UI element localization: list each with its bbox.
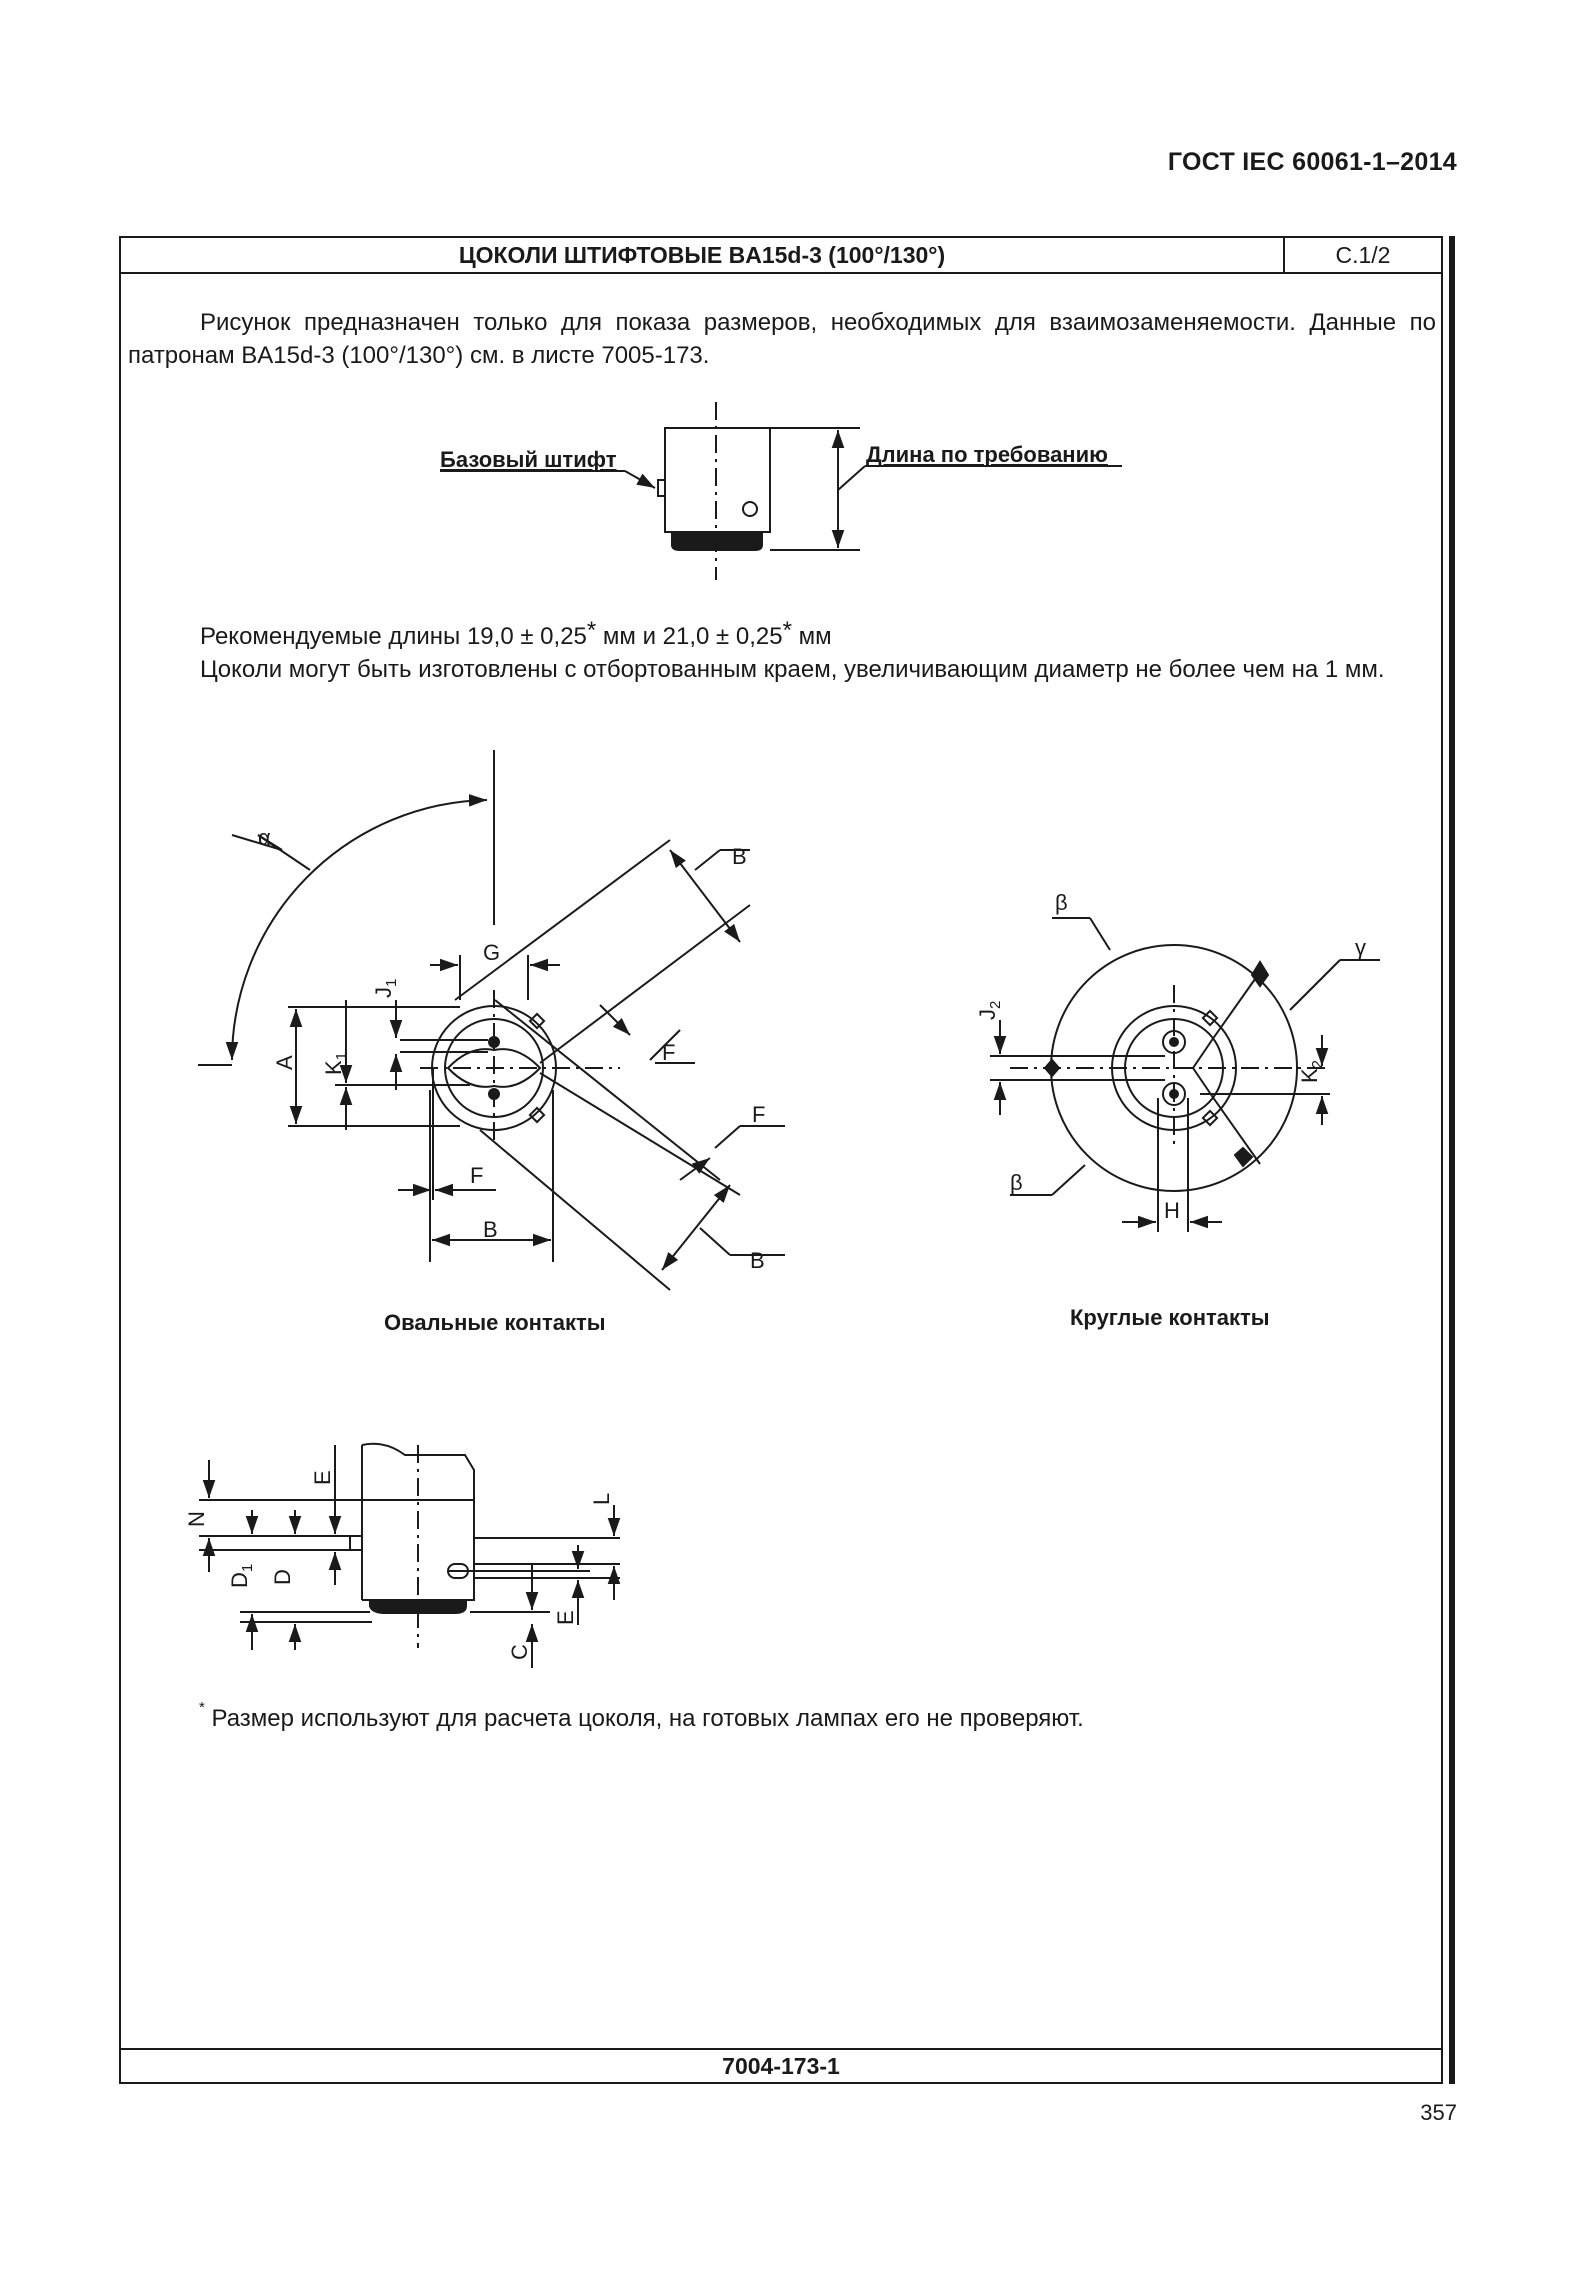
- label-J1-sub: 1: [383, 978, 400, 987]
- label-beta-bottom: β: [1010, 1170, 1023, 1195]
- label-C: C: [507, 1644, 532, 1660]
- flange-note: Цоколи могут быть изготовлены с отбортованным краем, увеличивающим диаметр не более чем на 1 мм.: [200, 656, 1385, 683]
- label-B-right: B: [750, 1248, 765, 1273]
- label-H: H: [1164, 1198, 1180, 1223]
- label-gamma: γ: [1355, 935, 1366, 960]
- label-K1: [321, 1052, 350, 1075]
- label-F-right: F: [662, 1040, 676, 1065]
- sheet-footer-code: 7004-173-1: [121, 2048, 1441, 2082]
- label-D: D: [270, 1569, 295, 1585]
- label-F-lower: F: [752, 1102, 766, 1127]
- asterisk-1: *: [586, 617, 597, 644]
- asterisk-2: *: [782, 617, 792, 644]
- base-pin-label: Базовый штифт: [440, 447, 617, 472]
- label-J2-sub: 2: [987, 1000, 1004, 1009]
- label-F-bottom: F: [470, 1163, 484, 1188]
- length-on-request-label: Длина по требованию: [866, 442, 1108, 467]
- label-B-top: B: [732, 844, 747, 869]
- label-A: A: [272, 1055, 297, 1070]
- sheet-title: ЦОКОЛИ ШТИФТОВЫЕ BA15d-3 (100°/130°): [121, 238, 1285, 272]
- label-J2: [975, 1001, 1004, 1020]
- label-alpha: α: [258, 825, 271, 850]
- label-N: N: [184, 1511, 209, 1527]
- label-K2-main: K: [1297, 1068, 1322, 1083]
- label-E-lower: E: [553, 1610, 578, 1625]
- oval-contacts-figure: [198, 750, 785, 1290]
- label-J1-main: J: [371, 987, 396, 998]
- label-D1: [227, 1564, 256, 1588]
- label-D1-sub: 1: [239, 1563, 256, 1573]
- label-J2-main: J: [975, 1009, 1000, 1020]
- label-J1: [371, 979, 400, 998]
- label-K2-sub: 2: [1309, 1059, 1326, 1069]
- oval-contacts-caption: Овальные контакты: [384, 1310, 606, 1335]
- label-E-upper: E: [310, 1470, 335, 1485]
- label-D1-main: D: [227, 1572, 252, 1588]
- lengths-part3: мм: [791, 623, 832, 650]
- round-contacts-caption: Круглые контакты: [1070, 1305, 1270, 1330]
- label-K1-sub: 1: [333, 1051, 350, 1061]
- footnote-text: Размер используют для расчета цоколя, на готовых лампах его не проверяют.: [204, 1705, 1084, 1732]
- page-number: 357: [1420, 2100, 1457, 2125]
- label-L: L: [589, 1492, 614, 1505]
- lengths-part2: мм и 21,0 ± 0,25: [596, 623, 783, 650]
- label-K2: [1297, 1060, 1326, 1083]
- lengths-part1: Рекомендуемые длины 19,0 ± 0,25: [200, 623, 587, 650]
- label-K1-main: K: [321, 1060, 346, 1075]
- footnote-asterisk: *: [199, 1699, 205, 1716]
- standard-code: ГОСТ IEC 60061-1–2014: [1167, 148, 1457, 176]
- sheet-number: С.1/2: [1335, 242, 1391, 268]
- intro-paragraph: Рисунок предназначен только для показа размеров, необходимых для взаимозаменяемости. Данные по патронам BA15d-3 (100°/130°) см. в листе 7005-173.: [128, 309, 1436, 369]
- label-beta-top: β: [1055, 890, 1068, 915]
- label-B-bottom: B: [483, 1217, 498, 1242]
- top-base-figure: [440, 402, 1122, 580]
- label-G: G: [483, 940, 501, 965]
- side-view-figure: [199, 1444, 620, 1668]
